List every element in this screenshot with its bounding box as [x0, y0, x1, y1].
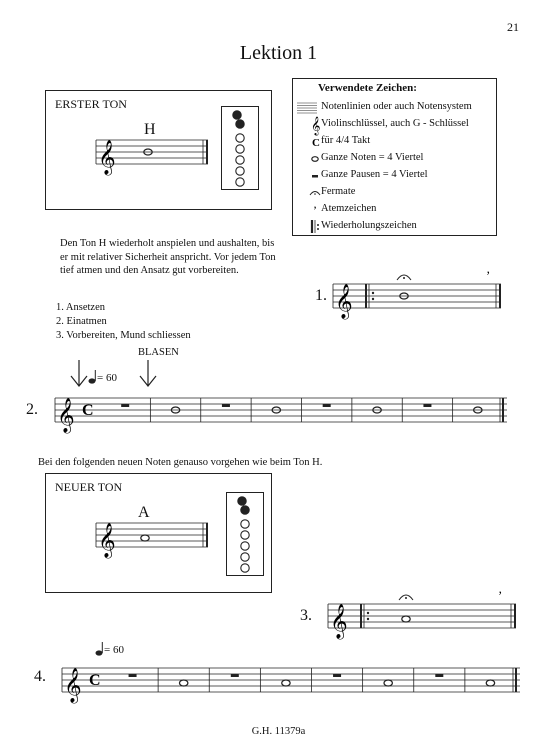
whole-rest: [435, 674, 443, 677]
whole-note: [282, 680, 290, 686]
fingering-holes: [227, 493, 263, 575]
new-tone-box: [45, 473, 272, 593]
open-hole-icon: [236, 134, 244, 142]
treble-clef-icon: 𝄞: [57, 398, 75, 433]
treble-clef-icon: 𝄞: [98, 523, 116, 558]
legend-row-text: Violinschlüssel, auch G - Schlüssel: [321, 118, 469, 129]
step-1: 1. Ansetzen: [56, 302, 105, 313]
whole-note: [486, 680, 494, 686]
closed-hole-icon: [241, 506, 249, 514]
legend-title: Verwendete Zeichen:: [318, 82, 417, 94]
first-tone-box: [45, 90, 272, 210]
whole-note-icon: [297, 151, 317, 166]
legend-row-text: Ganze Noten = 4 Viertel: [321, 152, 424, 163]
legend-row-text: Ganze Pausen = 4 Viertel: [321, 169, 428, 180]
closed-hole-icon: [233, 111, 241, 119]
common-time-icon: C: [82, 402, 94, 419]
repeat-dot: [367, 612, 369, 614]
legend-row-text: Fermate: [321, 186, 356, 197]
whole-rest: [323, 404, 331, 407]
new-tone-fingering-chart: [226, 492, 264, 576]
legend-box: [292, 78, 497, 236]
exercise-2-staff: [55, 390, 510, 433]
open-hole-icon: [236, 178, 244, 186]
first-tone-label: ERSTER TON: [55, 97, 127, 111]
new-tone-staff: [96, 519, 211, 559]
exercise-3-staff: [328, 588, 520, 638]
whole-rest-icon: [297, 168, 317, 183]
treble-clef-icon: 𝄞: [64, 668, 82, 703]
treble-clef-icon: 𝄞: [98, 140, 116, 175]
tempo-marking-2: = 60: [104, 644, 124, 656]
fermata-icon: [297, 185, 317, 200]
open-hole-icon: [241, 564, 249, 572]
open-hole-icon: [241, 531, 249, 539]
breath-mark-icon: [297, 202, 317, 217]
legend-row-text: für 4/4 Takt: [321, 135, 371, 146]
whole-note: [141, 535, 149, 541]
instruction-paragraph: Den Ton H wiederholt anspielen und aushalten, bis er mit relativer Sicherheit anspricht. Vor jedem Ton tief atmen und den Ansatz gut vorbereiten.: [60, 238, 276, 276]
open-hole-icon: [241, 553, 249, 561]
common-time-icon: [297, 134, 320, 149]
exercise-1-number: 1.: [315, 287, 327, 304]
svg-text:𝄞: 𝄞: [311, 116, 321, 135]
page-number: 21: [507, 20, 519, 34]
open-hole-icon: [236, 167, 244, 175]
whole-rest: [121, 404, 129, 407]
svg-text:’: ’: [313, 203, 317, 217]
fermata-dot: [403, 277, 405, 279]
blasen-label: BLASEN: [138, 347, 179, 358]
repeat-dot: [367, 618, 369, 620]
steps-list: [56, 301, 191, 343]
page-title: Lektion 1: [239, 42, 318, 64]
new-tone-label: NEUER TON: [55, 480, 123, 494]
first-tone-note-name: H: [144, 121, 156, 138]
first-tone-staff: [96, 136, 211, 176]
repeat-dot: [372, 292, 374, 294]
treble-clef-icon: [297, 116, 321, 135]
exercise-3-number: 3.: [300, 607, 312, 624]
legend-row-text: Notenlinien oder auch Notensystem: [321, 101, 472, 112]
whole-note: [402, 616, 410, 622]
whole-rest: [129, 674, 137, 677]
treble-clef-icon: 𝄞: [330, 604, 348, 639]
closed-hole-icon: [238, 497, 246, 505]
fingering-holes: [222, 107, 258, 189]
whole-rest: [222, 404, 230, 407]
breath-mark-icon: ’: [498, 588, 503, 603]
open-hole-icon: [241, 542, 249, 550]
closed-hole-icon: [236, 120, 244, 128]
exercise-4-number: 4.: [34, 668, 46, 685]
treble-clef-icon: 𝄞: [335, 284, 353, 319]
exercise-2-number: 2.: [26, 401, 38, 418]
exercise-4-staff: [62, 660, 522, 703]
open-hole-icon: [236, 145, 244, 153]
down-arrow-icon: [139, 360, 157, 388]
first-tone-fingering-chart: [221, 106, 259, 190]
whole-rest: [423, 404, 431, 407]
between-text: Bei den folgenden neuen Noten genauso vorgehen wie beim Ton H.: [38, 457, 323, 468]
exercise-1-staff: [333, 268, 503, 318]
whole-note: [384, 680, 392, 686]
step-3: 3. Vorbereiten, Mund schliessen: [56, 330, 191, 341]
common-time-icon: C: [89, 672, 101, 689]
svg-text:C: C: [312, 137, 320, 149]
staff-lines-icon: [297, 100, 317, 115]
footer-code: G.H. 11379a: [251, 726, 306, 737]
repeat-dot: [372, 298, 374, 300]
step-2: 2. Einatmen: [56, 316, 107, 327]
whole-rest: [231, 674, 239, 677]
tempo-marking-1: = 60: [97, 372, 117, 384]
new-tone-note-name: A: [138, 504, 150, 521]
open-hole-icon: [241, 520, 249, 528]
breath-mark-icon: ’: [486, 268, 491, 283]
down-arrow-icon: [70, 360, 88, 388]
repeat-sign-icon: [297, 219, 317, 234]
whole-rest: [333, 674, 341, 677]
whole-note: [179, 680, 187, 686]
legend-row-text: Atemzeichen: [321, 203, 377, 214]
fermata-dot: [405, 597, 407, 599]
legend-row-text: Wiederholungszeichen: [321, 220, 417, 231]
open-hole-icon: [236, 156, 244, 164]
